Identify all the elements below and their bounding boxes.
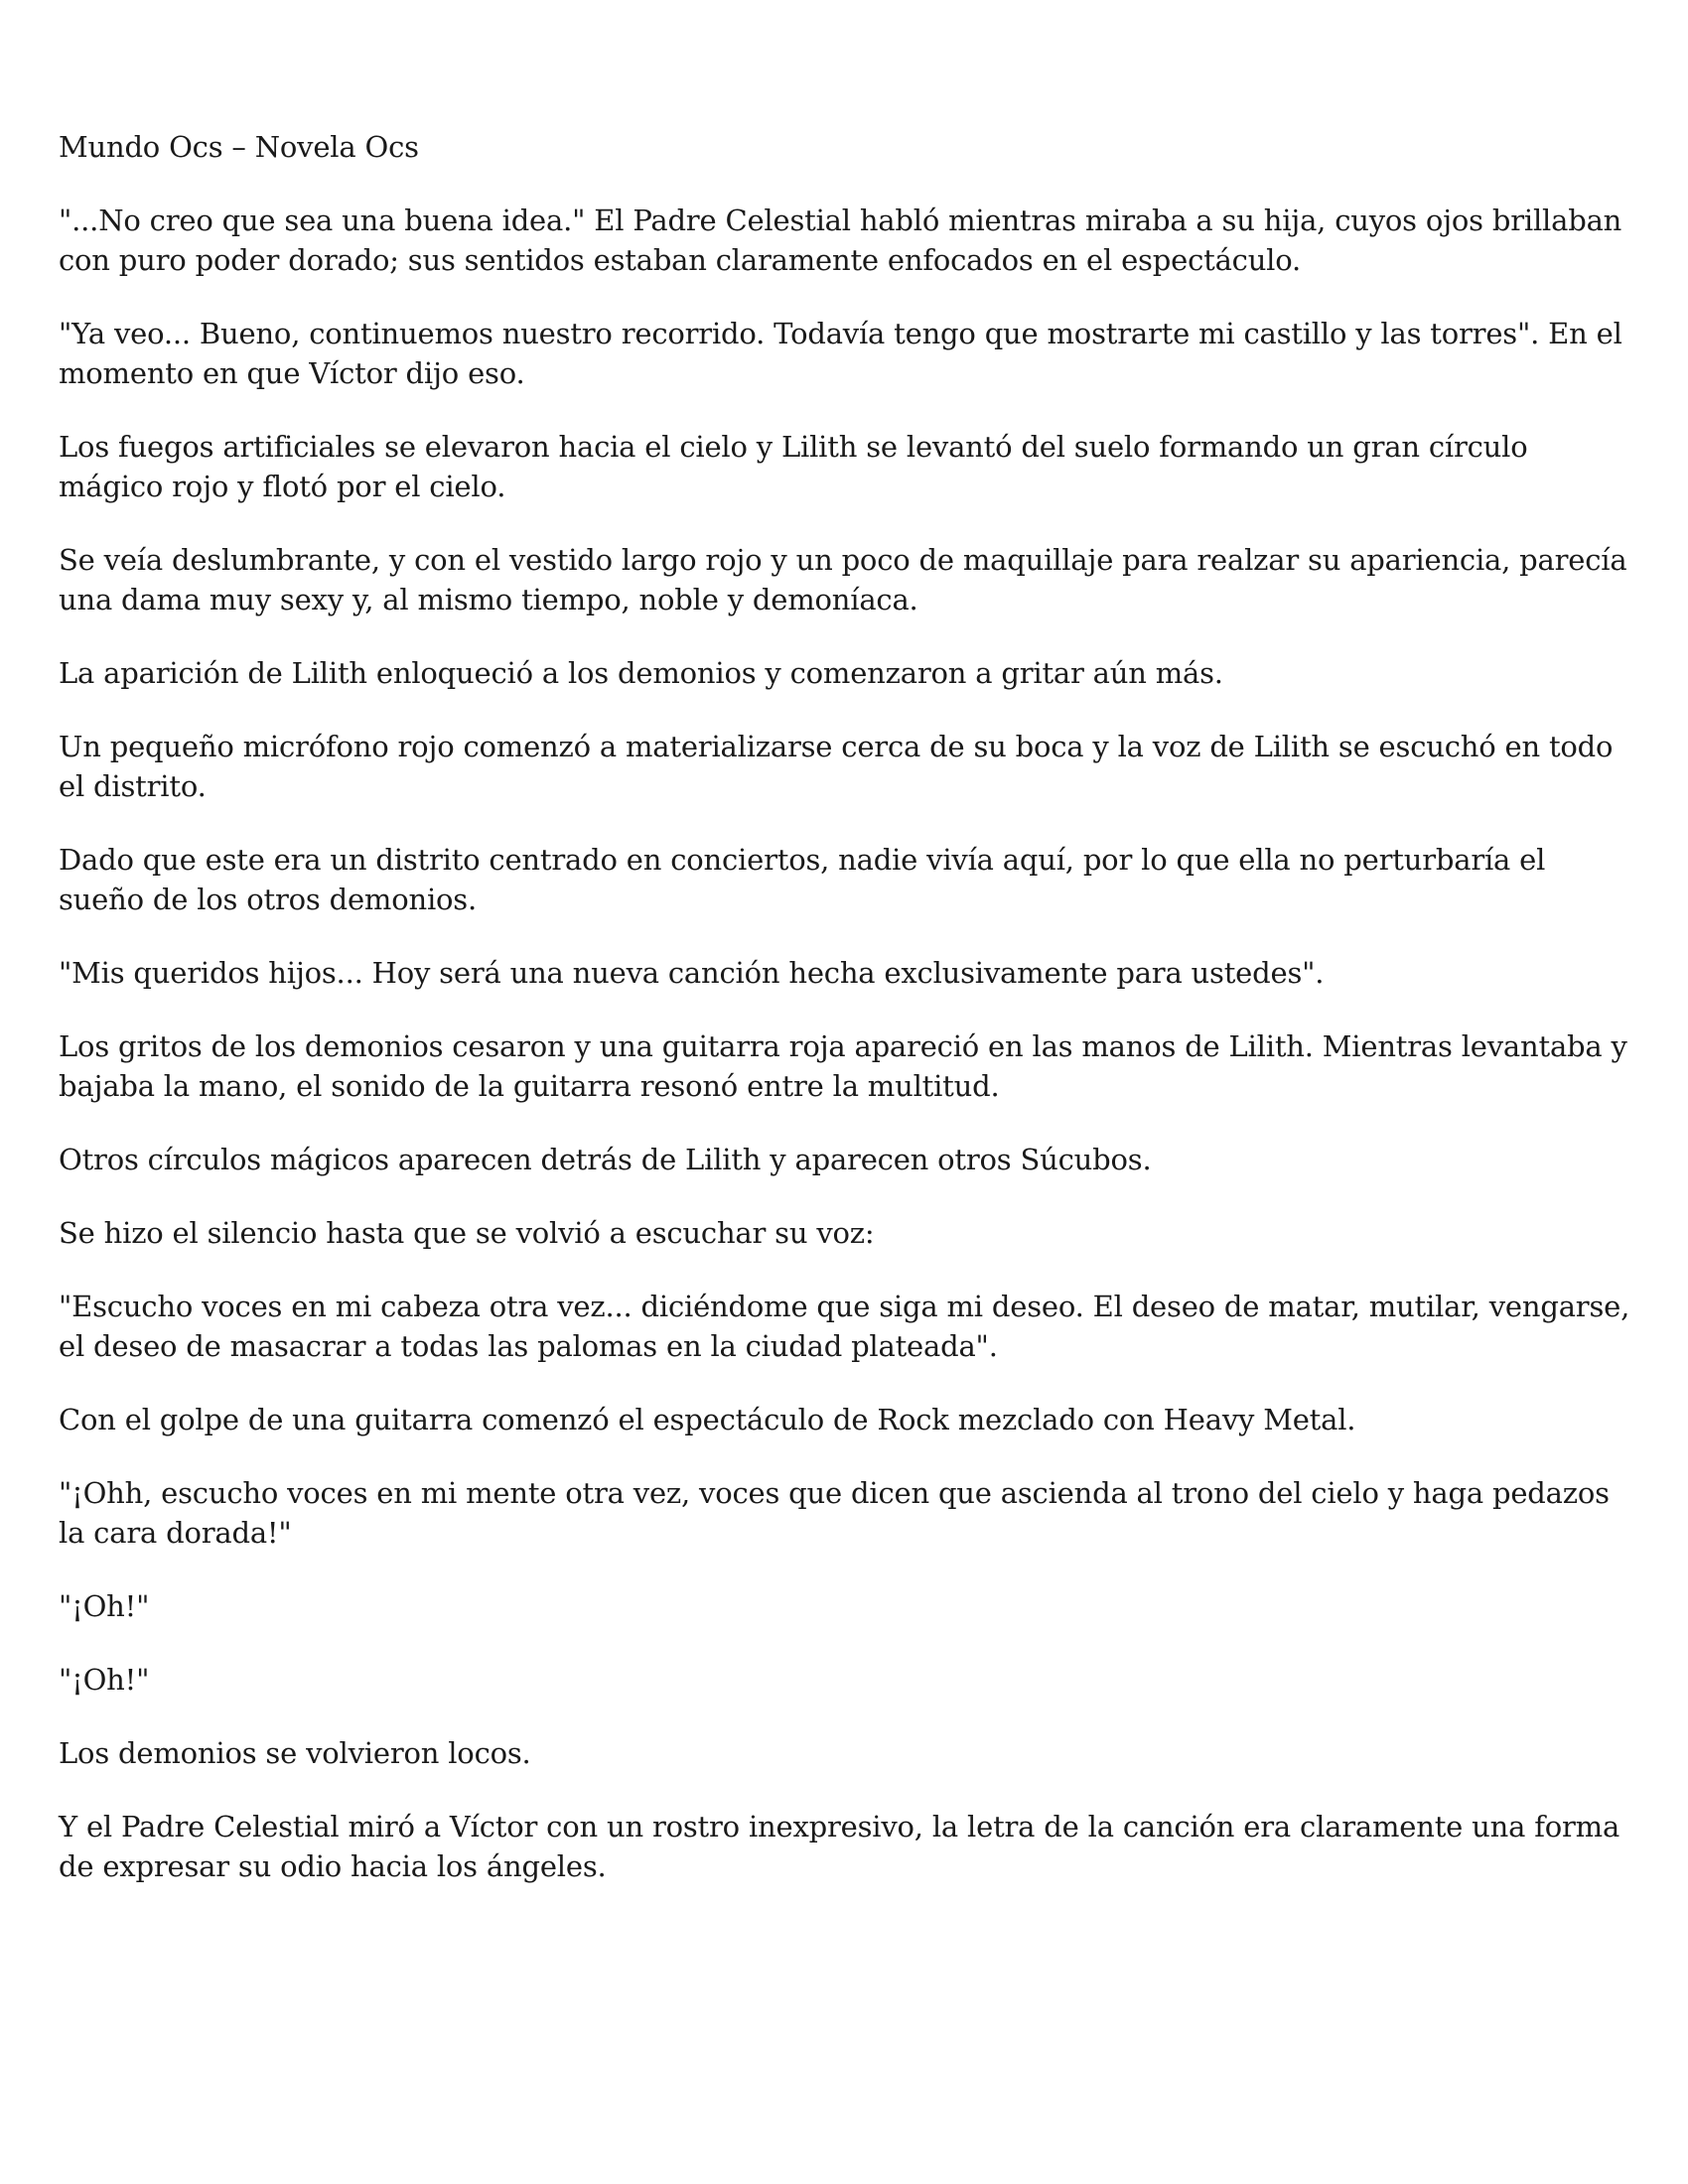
paragraph: Los demonios se volvieron locos.	[59, 1736, 531, 1770]
paragraph: Y el Padre Celestial miró a Víctor con un rostro inexpresivo, la letra de la canción era claramente una forma de expresar su odio hacia los ángeles.	[59, 1810, 1620, 1883]
paragraph: "¡Ohh, escucho voces en mi mente otra vez, voces que dicen que ascienda al trono del cielo y haga pedazos la cara dorada!"	[59, 1476, 1610, 1550]
paragraph: Con el golpe de una guitarra comenzó el espectáculo de Rock mezclado con Heavy Metal.	[59, 1403, 1356, 1436]
paragraph: Los gritos de los demonios cesaron y una guitarra roja apareció en las manos de Lilith. Mientras levantaba y bajaba la mano, el sonido de la guitarra resonó entre la multitud.	[59, 1029, 1627, 1103]
paragraph: Se veía deslumbrante, y con el vestido largo rojo y un poco de maquillaje para realzar su apariencia, parecía una dama muy sexy y, al mismo tiempo, noble y demoníaca.	[59, 543, 1627, 616]
paragraph: "...No creo que sea una buena idea." El Padre Celestial habló mientras miraba a su hija, cuyos ojos brillaban con puro poder dorado; sus sentidos estaban claramente enfocados en el espectáculo.	[59, 204, 1622, 277]
paragraph: "Escucho voces en mi cabeza otra vez... diciéndome que siga mi deseo. El deseo de matar, mutilar, vengarse, el deseo de masacrar a todas las palomas en la ciudad plateada".	[59, 1290, 1630, 1363]
paragraph: "¡Oh!"	[59, 1589, 150, 1623]
paragraph: Dado que este era un distrito centrado en conciertos, nadie vivía aquí, por lo que ella no perturbaría el sueño de los otros demonios.	[59, 843, 1546, 916]
paragraph: Otros círculos mágicos aparecen detrás de Lilith y aparecen otros Súcubos.	[59, 1143, 1152, 1176]
paragraph: Un pequeño micrófono rojo comenzó a materializarse cerca de su boca y la voz de Lilith se escuchó en todo el distrito.	[59, 730, 1614, 803]
paragraph: Se hizo el silencio hasta que se volvió a escuchar su voz:	[59, 1216, 875, 1250]
paragraph: "Mis queridos hijos... Hoy será una nueva canción hecha exclusivamente para ustedes".	[59, 956, 1325, 990]
document-header: Mundo Ocs – Novela Ocs	[59, 130, 419, 164]
paragraph: Los fuegos artificiales se elevaron hacia el cielo y Lilith se levantó del suelo formando un gran círculo mágico rojo y flotó por el cielo.	[59, 430, 1528, 503]
paragraph: "¡Oh!"	[59, 1663, 150, 1697]
paragraph: La aparición de Lilith enloqueció a los demonios y comenzaron a gritar aún más.	[59, 656, 1223, 690]
paragraph: "Ya veo... Bueno, continuemos nuestro recorrido. Todavía tengo que mostrarte mi castillo y las torres". En el momento en que Víctor dijo eso.	[59, 317, 1622, 390]
document-body	[59, 127, 1637, 1920]
